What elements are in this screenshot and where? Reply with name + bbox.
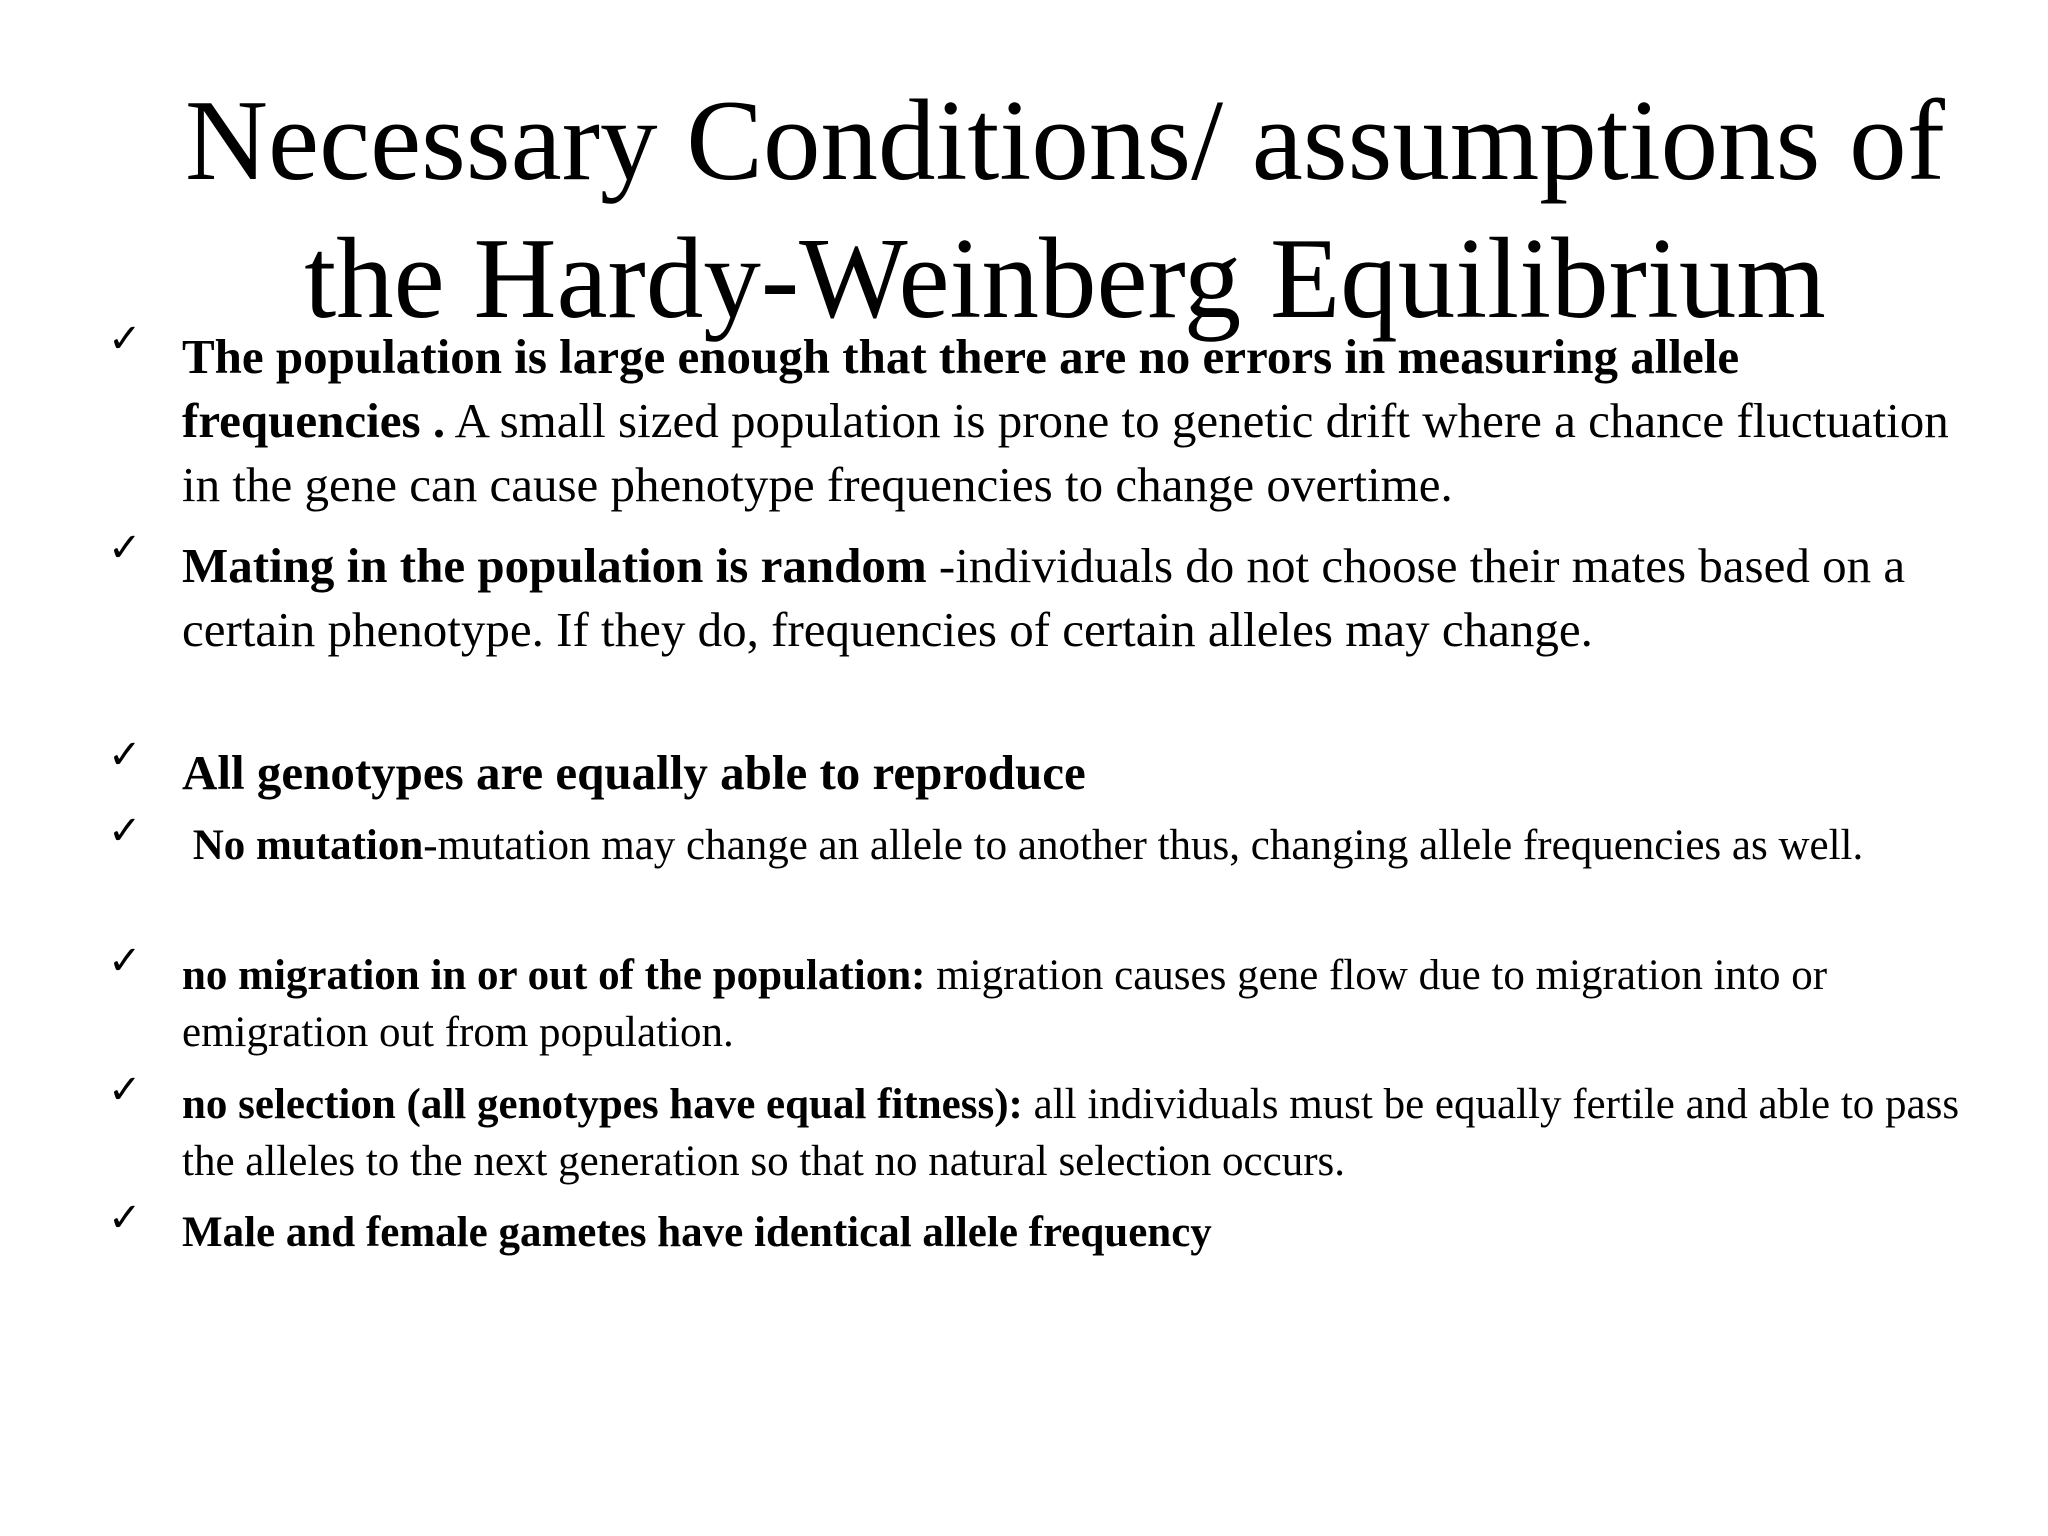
list-item-text	[182, 817, 1962, 874]
list-item-body: -mutation may change an allele to another thus, changing allele frequencies as well.	[423, 822, 1864, 869]
list-item-text	[182, 741, 1962, 805]
list-item	[108, 938, 1962, 1061]
list-item-text	[182, 1204, 1962, 1261]
checkmark-icon: ✓	[108, 808, 142, 854]
list-item-text	[182, 1076, 1962, 1190]
checkmark-icon: ✓	[108, 525, 142, 571]
list-item-bold: no selection (all genotypes have equal fitness):	[182, 1081, 1023, 1128]
list-item	[108, 1067, 1962, 1190]
list-item-text	[182, 947, 1962, 1061]
title-line-1: Necessary Conditions/ assumptions of	[185, 77, 1945, 204]
list-item	[108, 316, 1962, 517]
list-item-body: all individuals must be equally fertile and able to pass the alleles to the next generation so that no natural selection occurs.	[182, 1081, 1960, 1185]
checkmark-icon: ✓	[108, 1067, 142, 1113]
list-item-body: -individuals do not choose their mates based on a certain phenotype. If they do, frequencies of certain alleles may change.	[182, 538, 1906, 657]
title-line-2: the Hardy-Weinberg Equilibrium	[304, 215, 1826, 342]
list-item-text	[182, 325, 1962, 517]
list-item-bold: Male and female gametes have identical allele frequency	[182, 1209, 1212, 1256]
list-item-bold: No mutation	[182, 822, 424, 869]
list-item-bold: All genotypes are equally able to reproduce	[182, 745, 1086, 800]
list-item-body: A small sized population is prone to genetic drift where a chance fluctuation in the gene can cause phenotype frequencies to change overtime.	[182, 393, 1949, 512]
list-item-body: migration causes gene flow due to migration into or emigration out from population.	[182, 952, 1828, 1056]
checkmark-icon: ✓	[108, 732, 142, 778]
list-item	[108, 808, 1962, 874]
checkmark-icon: ✓	[108, 1195, 142, 1241]
checkmark-icon: ✓	[108, 316, 142, 362]
list-item-bold: The population is large enough that there are no errors in measuring allele frequencies .	[182, 329, 1740, 448]
list-item-text	[182, 534, 1962, 662]
list-item	[108, 732, 1962, 805]
checkmark-icon: ✓	[108, 938, 142, 984]
list-item	[108, 1195, 1962, 1261]
list-item-bold: Mating in the population is random	[182, 538, 927, 593]
list-item	[108, 525, 1962, 662]
list-item-bold: no migration in or out of the population:	[182, 952, 926, 999]
